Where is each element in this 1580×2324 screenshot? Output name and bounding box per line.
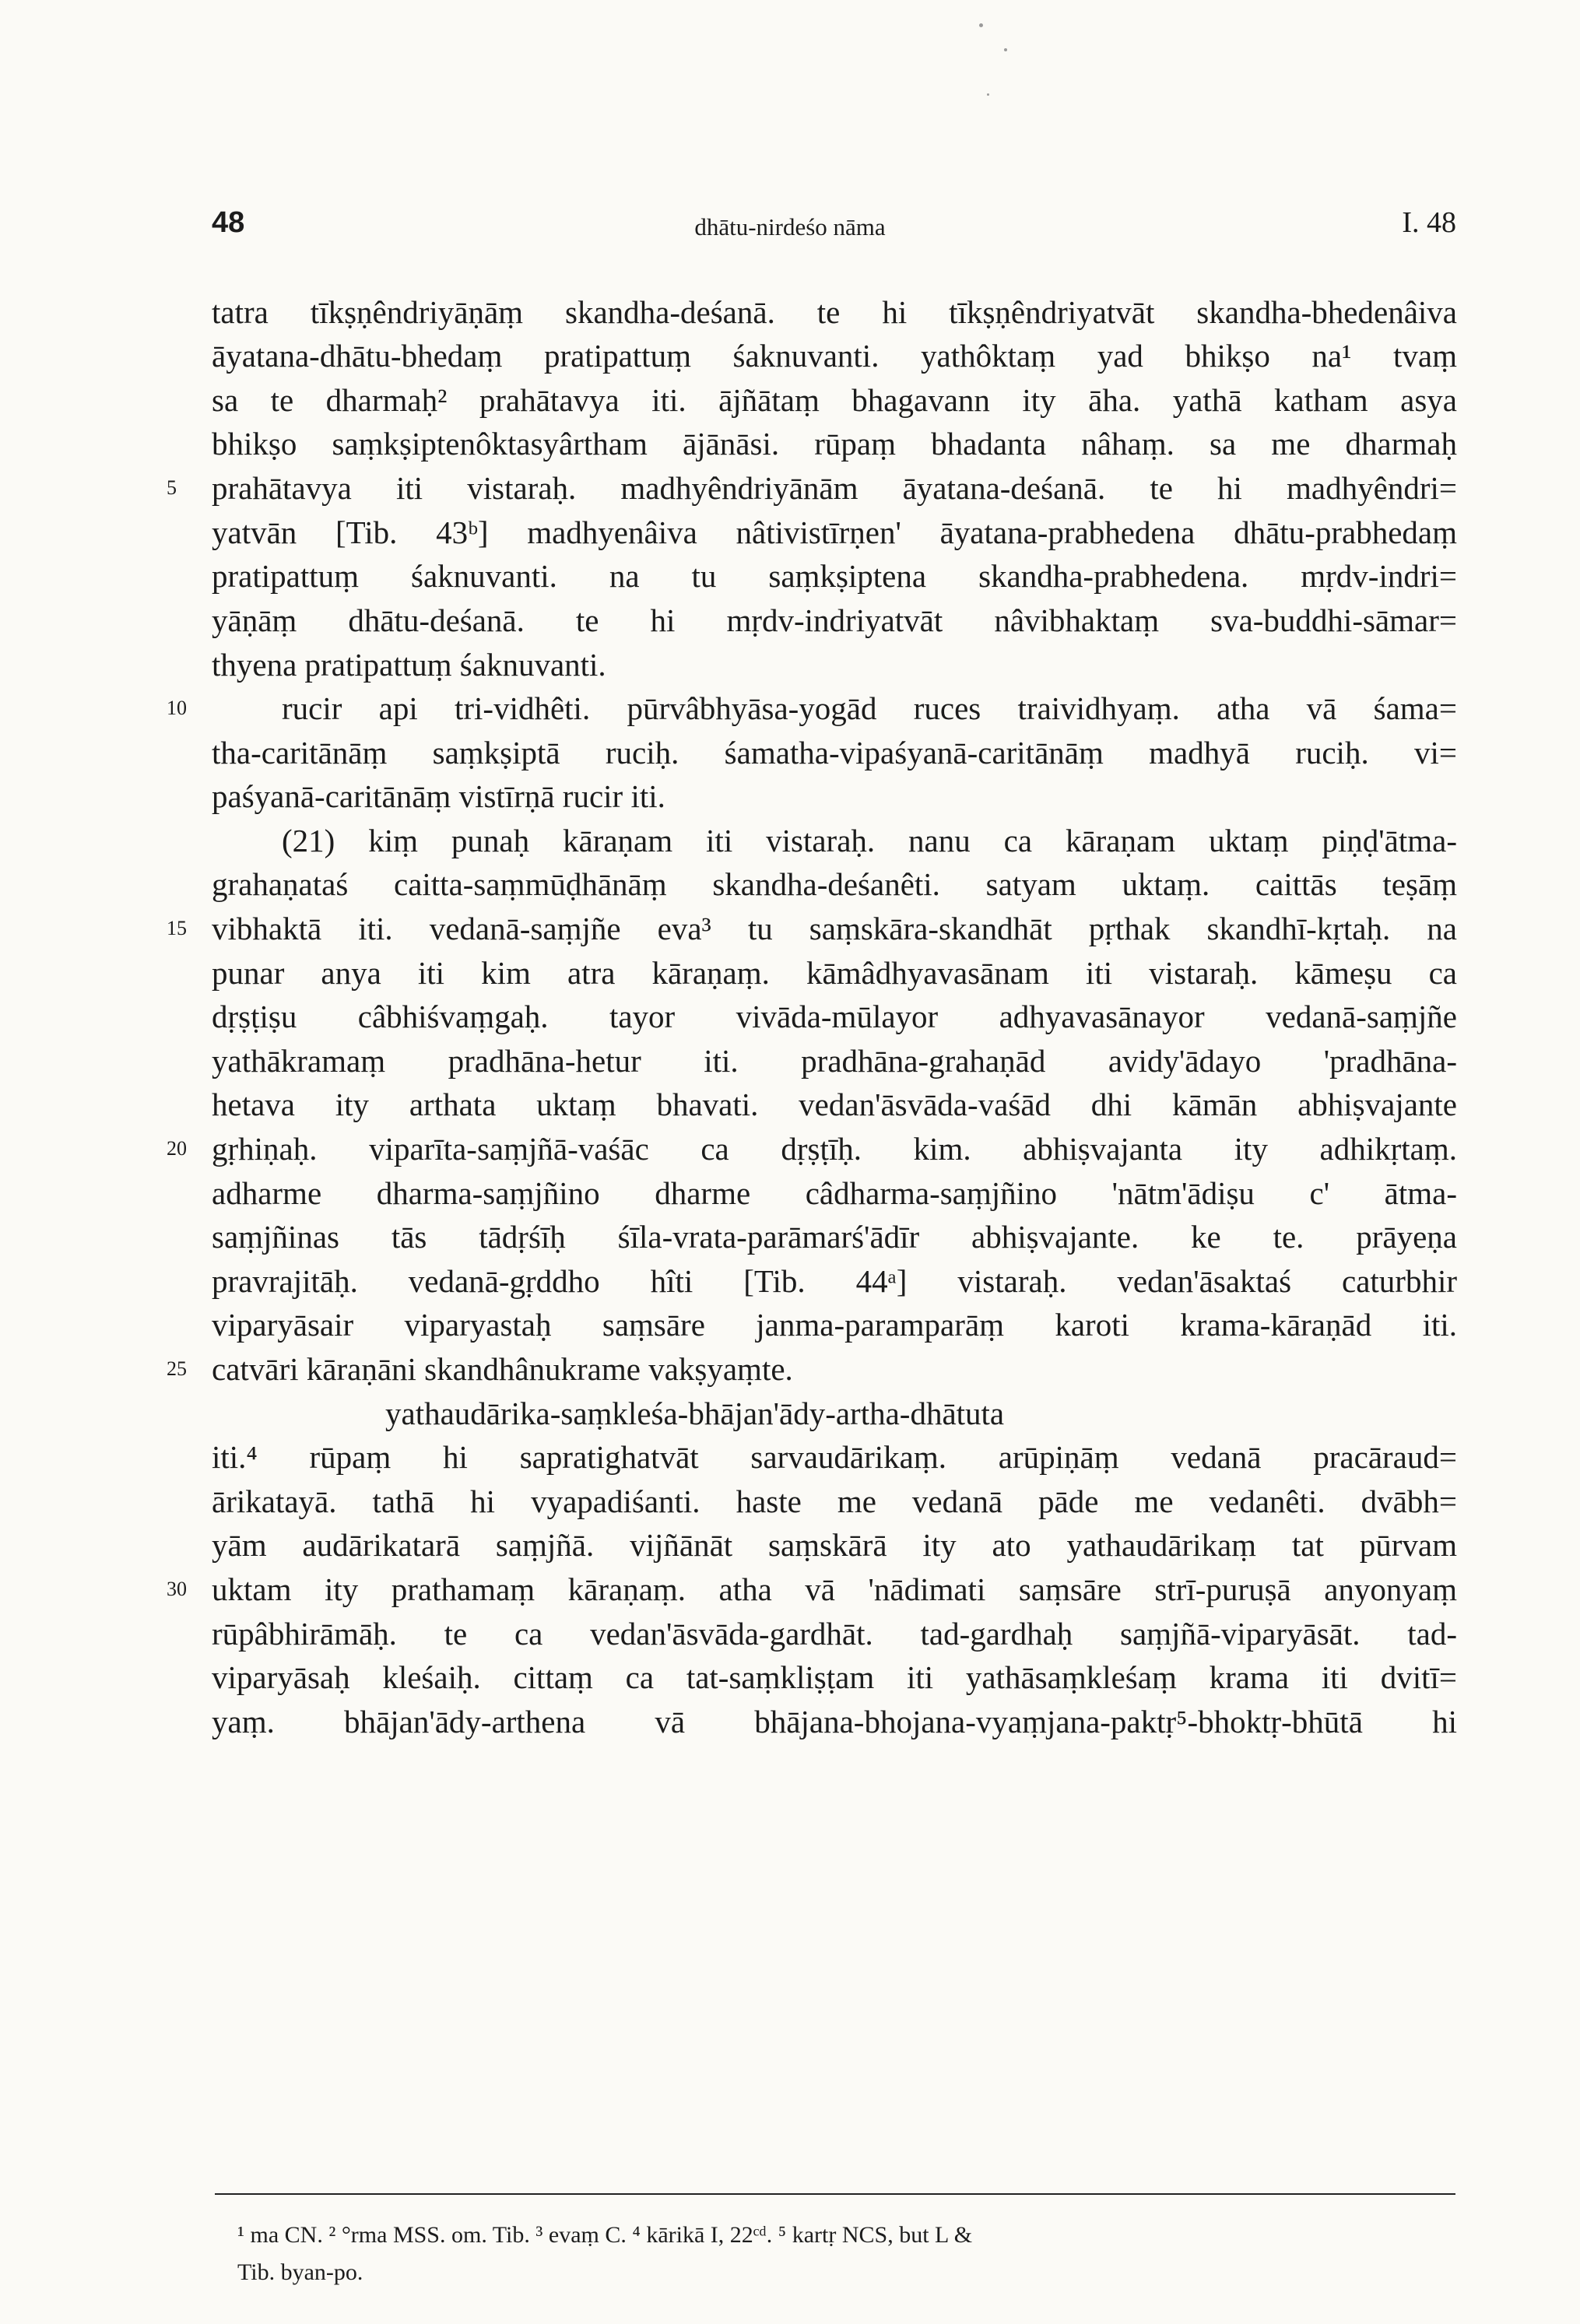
text-line: dṛṣṭiṣu câbhiśvaṃgaḥ. tayor vivāda-mūlayor adhyavasānayor vedanā-saṃjñe (212, 999, 1457, 1034)
text-line: āyatana-dhātu-bhedaṃ pratipattuṃ śaknuvanti. yathôktaṃ yad bhikṣo na¹ tvaṃ (212, 338, 1457, 374)
text-line: punar anya iti kim atra kāraṇaṃ. kāmâdhyavasānam iti vistaraḥ. kāmeṣu ca (212, 955, 1457, 991)
text-line: saṃjñinas tās tādṛśīḥ śīla-vrata-parāmarś'ādīr abhiṣvajante. ke te. prāyeṇa (212, 1219, 1457, 1255)
text-line: rucir api tri-vidhêti. pūrvâbhyāsa-yogād ruces traividhyaṃ. atha vā śama= (282, 690, 1457, 726)
text-line: viparyāsair viparyastaḥ saṃsāre janma-paramparāṃ karoti krama-kāraṇād iti. (212, 1307, 1457, 1343)
text-line: uktam ity prathamaṃ kāraṇaṃ. atha vā 'nādimati saṃsāre strī-puruṣā anyonyaṃ (212, 1571, 1457, 1607)
line-number: 30 (167, 1578, 187, 1600)
running-title: dhātu-nirdeśo nāma (694, 213, 886, 240)
text-line: yathākramaṃ pradhāna-hetur iti. pradhāna-grahaṇād avidy'ādayo 'pradhāna- (212, 1043, 1457, 1079)
text-line: tha-caritānāṃ saṃkṣiptā ruciḥ. śamatha-vipaśyanā-caritānāṃ madhyā ruciḥ. vi= (212, 735, 1457, 771)
text-line: iti.⁴ rūpaṃ hi sapratighatvāt sarvaudārikaṃ. arūpiṇāṃ vedanā pracāraud= (212, 1439, 1457, 1475)
text-line: vibhaktā iti. vedanā-saṃjñe eva³ tu saṃskāra-skandhāt pṛthak skandhī-kṛtaḥ. na (212, 911, 1457, 946)
text-line: bhikṣo saṃkṣiptenôktasyârtham ājānāsi. rūpaṃ bhadanta nâhaṃ. sa me dharmaḥ (212, 426, 1457, 462)
text-line: (21) kiṃ punaḥ kāraṇam iti vistaraḥ. nanu ca kāraṇam uktaṃ piṇḍ'ātma- (282, 823, 1457, 858)
text-line: pratipattuṃ śaknuvanti. na tu saṃkṣiptena skandha-prabhedena. mṛdv-indri= (212, 558, 1457, 594)
line-number: 25 (167, 1357, 187, 1380)
text-line: tatra tīkṣṇêndriyāṇāṃ skandha-deśanā. te hi tīkṣṇêndriyatvāt skandha-bhedenâiva (212, 294, 1457, 330)
text-line: thyena pratipattuṃ śaknuvanti. (212, 647, 606, 683)
line-number: 15 (167, 917, 187, 939)
text-line: hetava ity arthata uktaṃ bhavati. vedan'āsvāda-vaśād dhi kāmān abhiṣvajante (212, 1087, 1457, 1122)
text-line: yaṃ. bhājan'ādy-arthena vā bhājana-bhojana-vyaṃjana-paktṛ⁵-bhoktṛ-bhūtā hi (212, 1704, 1457, 1739)
section-reference: I. 48 (1402, 206, 1456, 239)
footnote-line: ¹ ma CN. ² °rma MSS. om. Tib. ³ evaṃ C. ⁴ kārikā I, 22ᶜᵈ. ⁵ kartṛ NCS, but L & (237, 2222, 973, 2248)
text-line: adharme dharma-saṃjñino dharme câdharma-saṃjñino 'nātm'ādiṣu c' ātma- (212, 1175, 1457, 1211)
text-line: grahaṇataś caitta-saṃmūḍhānāṃ skandha-deśanêti. satyam uktaṃ. caittās teṣāṃ (212, 866, 1457, 902)
text-line: rūpâbhirāmāḥ. te ca vedan'āsvāda-gardhāt. tad-gardhaḥ saṃjñā-viparyāsāt. tad- (212, 1616, 1457, 1652)
text-line: sa te dharmaḥ² prahātavya iti. ājñātaṃ bhagavann ity āha. yathā katham asya (212, 382, 1457, 418)
text-line: pravrajitāḥ. vedanā-gṛddho hîti [Tib. 44ᵃ] vistaraḥ. vedan'āsaktaś caturbhir (212, 1263, 1457, 1299)
scan-speck (987, 93, 989, 96)
page-number: 48 (212, 206, 245, 239)
text-line: viparyāsaḥ kleśaiḥ. cittaṃ ca tat-saṃkliṣṭam iti yathāsaṃkleśaṃ krama iti dvitī= (212, 1659, 1457, 1695)
footnote-line: Tib. byan-po. (237, 2259, 363, 2285)
scan-speck (1004, 48, 1007, 51)
text-line: prahātavya iti vistaraḥ. madhyêndriyānām āyatana-deśanā. te hi madhyêndri= (212, 470, 1457, 506)
footnote-rule (215, 2193, 1455, 2195)
text-line: yāṇāṃ dhātu-deśanā. te hi mṛdv-indriyatvāt nâvibhaktaṃ sva-buddhi-sāmar= (212, 602, 1457, 638)
text-line: ārikatayā. tathā hi vyapadiśanti. haste me vedanā pāde me vedanêti. dvābh= (212, 1483, 1457, 1519)
text-line: paśyanā-caritānāṃ vistīrṇā rucir iti. (212, 778, 665, 814)
text-line: catvāri kāraṇāni skandhânukrame vakṣyaṃte. (212, 1351, 793, 1387)
line-number: 10 (167, 697, 187, 719)
text-line: yām audārikatarā saṃjñā. vijñānāt saṃskārā ity ato yathaudārikaṃ tat pūrvam (212, 1527, 1457, 1563)
line-number: 5 (167, 476, 177, 499)
karika-verse-line: yathaudārika-saṃkleśa-bhājan'ādy-artha-dhātuta (385, 1395, 1005, 1431)
text-line: gṛhiṇaḥ. viparīta-saṃjñā-vaśāc ca dṛṣṭīḥ. kim. abhiṣvajanta ity adhikṛtaṃ. (212, 1131, 1457, 1167)
line-number: 20 (167, 1137, 187, 1160)
scan-speck (979, 23, 983, 27)
text-line: yatvān [Tib. 43ᵇ] madhyenâiva nâtivistīrṇen' āyatana-prabhedena dhātu-prabhedaṃ (212, 514, 1457, 550)
